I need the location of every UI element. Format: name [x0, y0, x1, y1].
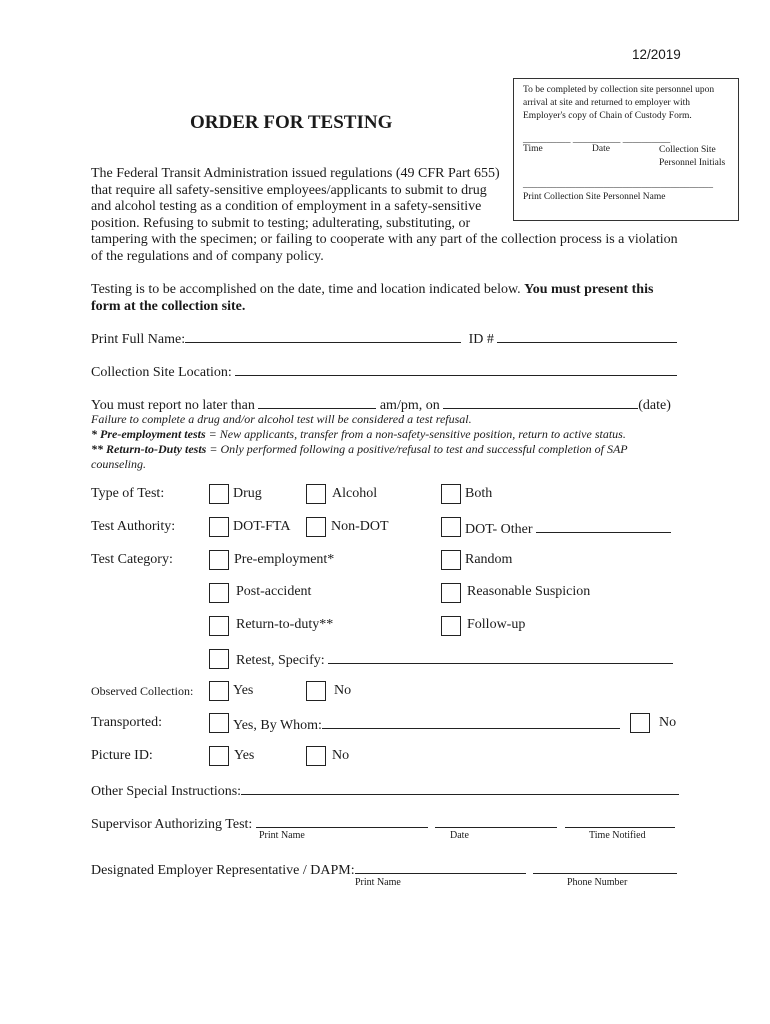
dot-other-label: DOT- Other	[465, 522, 533, 537]
alcohol-checkbox[interactable]	[306, 484, 326, 504]
full-name-field[interactable]	[185, 329, 461, 343]
retest-field[interactable]	[328, 650, 673, 664]
custody-instructions: To be completed by collection site personnel upon arrival at site and returned to employer with Employer's copy of Chain of Custody Form.	[523, 85, 715, 121]
by-whom-field[interactable]	[322, 715, 620, 729]
supervisor-date-field[interactable]	[435, 814, 557, 828]
refusal-note: Failure to complete a drug and/or alcohol test will be considered a test refusal.	[91, 412, 472, 426]
both-option-label: Both	[465, 486, 493, 501]
yes-by-whom-label: Yes, By Whom:	[233, 718, 322, 733]
non-dot-checkbox[interactable]	[306, 517, 326, 537]
der-phone-field[interactable]	[533, 860, 677, 874]
non-dot-label: Non-DOT	[331, 519, 389, 534]
drug-checkbox[interactable]	[209, 484, 229, 504]
picture-id-no-label: No	[332, 748, 350, 763]
der-phone-caption: Phone Number	[567, 877, 628, 888]
picture-id-no-checkbox[interactable]	[306, 746, 326, 766]
supervisor-time-caption: Time Notified	[589, 830, 646, 841]
pre-employment-checkbox[interactable]	[209, 550, 229, 570]
time-label: Time	[523, 144, 543, 154]
dot-other-row	[465, 519, 671, 538]
random-checkbox[interactable]	[441, 550, 461, 570]
other-instructions-field[interactable]	[241, 781, 679, 795]
return-to-duty-note: ** Return-to-Duty tests = Only performed following a positive/refusal to test and successful completion of SAP	[91, 442, 628, 456]
other-instructions-label: Other Special Instructions:	[91, 784, 242, 799]
return-to-duty-label: Return-to-duty**	[236, 617, 334, 632]
initials-label: Collection Site Personnel Initials	[659, 145, 726, 168]
picture-id-yes-label: Yes	[234, 748, 255, 763]
supervisor-name-field[interactable]	[256, 814, 428, 828]
print-name-line[interactable]: ________________________________________	[523, 180, 713, 190]
supervisor-date-caption: Date	[450, 830, 469, 841]
intro-paragraph: The Federal Transit Administration issued regulations (49 CFR Part 655) that require all safety-sensitive employees/applicants to submit to drug and alcohol testing as a condition of employment in a safety-sensitive position. Refusing to submit to testing; adulterating, substituting, or tampering with the specimen; or failing to cooperate with any part of the collection process is a violation of the regulations and of company policy.	[91, 166, 678, 264]
der-label: Designated Employer Representative / DAPM:	[91, 863, 355, 878]
instructions-paragraph: Testing is to be accomplished on the date, time and location indicated below. You must present this form at the collection site.	[91, 282, 654, 314]
supervisor-time-field[interactable]	[565, 814, 675, 828]
id-field[interactable]	[497, 329, 677, 343]
retest-checkbox[interactable]	[209, 649, 229, 669]
location-label: Collection Site Location:	[91, 365, 232, 380]
authority-label: Test Authority:	[91, 519, 176, 534]
reasonable-suspicion-checkbox[interactable]	[441, 583, 461, 603]
return-to-duty-note-cont: counseling.	[91, 457, 146, 471]
notes-block	[91, 412, 628, 472]
form-revision-date: 12/2019	[632, 47, 681, 62]
transported-no-checkbox[interactable]	[630, 713, 650, 733]
date-paren-label: (date)	[638, 398, 671, 413]
transported-yes-checkbox[interactable]	[209, 713, 229, 733]
observed-label: Observed Collection:	[91, 684, 194, 698]
report-date-field[interactable]	[443, 395, 638, 409]
alcohol-option-label: Alcohol	[332, 486, 378, 501]
retest-label: Retest, Specify:	[236, 653, 325, 668]
date-label: Date	[592, 144, 610, 154]
der-print-name-caption: Print Name	[355, 877, 401, 888]
pre-employment-label: Pre-employment*	[234, 552, 335, 567]
other-instructions-row	[91, 781, 679, 800]
post-accident-label: Post-accident	[236, 584, 312, 599]
observed-yes-label: Yes	[233, 683, 254, 698]
transported-label: Transported:	[91, 715, 163, 730]
post-accident-checkbox[interactable]	[209, 583, 229, 603]
follow-up-label: Follow-up	[467, 617, 526, 632]
return-to-duty-checkbox[interactable]	[209, 616, 229, 636]
category-label: Test Category:	[91, 552, 173, 567]
report-label: You must report no later than	[91, 398, 255, 413]
custody-blank-lines[interactable]: __________ __________ __________	[523, 135, 671, 145]
random-label: Random	[465, 552, 513, 567]
observed-no-checkbox[interactable]	[306, 681, 326, 701]
observed-yes-checkbox[interactable]	[209, 681, 229, 701]
pre-employment-note: * Pre-employment tests = New applicants, transfer from a non-safety-sensitive position, return to active status.	[91, 427, 626, 441]
location-field[interactable]	[235, 362, 677, 376]
test-type-label: Type of Test:	[91, 486, 165, 501]
dot-fta-checkbox[interactable]	[209, 517, 229, 537]
ampm-label: am/pm, on	[379, 398, 440, 413]
dot-fta-label: DOT-FTA	[233, 519, 291, 534]
full-name-row	[91, 329, 677, 348]
reasonable-suspicion-label: Reasonable Suspicion	[467, 584, 591, 599]
print-name-label: Print Collection Site Personnel Name	[523, 192, 666, 202]
transported-no-label: No	[659, 715, 677, 730]
page-title: ORDER FOR TESTING	[190, 112, 393, 133]
picture-id-label: Picture ID:	[91, 748, 153, 763]
supervisor-label: Supervisor Authorizing Test:	[91, 817, 253, 832]
follow-up-checkbox[interactable]	[441, 616, 461, 636]
der-name-field[interactable]	[355, 860, 526, 874]
supervisor-print-name-caption: Print Name	[259, 830, 305, 841]
dot-other-checkbox[interactable]	[441, 517, 461, 537]
drug-option-label: Drug	[233, 486, 262, 501]
picture-id-yes-checkbox[interactable]	[209, 746, 229, 766]
report-time-field[interactable]	[258, 395, 376, 409]
dot-other-field[interactable]	[536, 519, 671, 533]
full-name-label: Print Full Name:	[91, 332, 186, 347]
observed-no-label: No	[334, 683, 352, 698]
both-checkbox[interactable]	[441, 484, 461, 504]
retest-row	[236, 650, 673, 669]
transported-yes-row	[233, 715, 620, 734]
id-label: ID #	[468, 332, 494, 347]
location-row	[91, 362, 677, 381]
supervisor-row	[91, 814, 675, 833]
